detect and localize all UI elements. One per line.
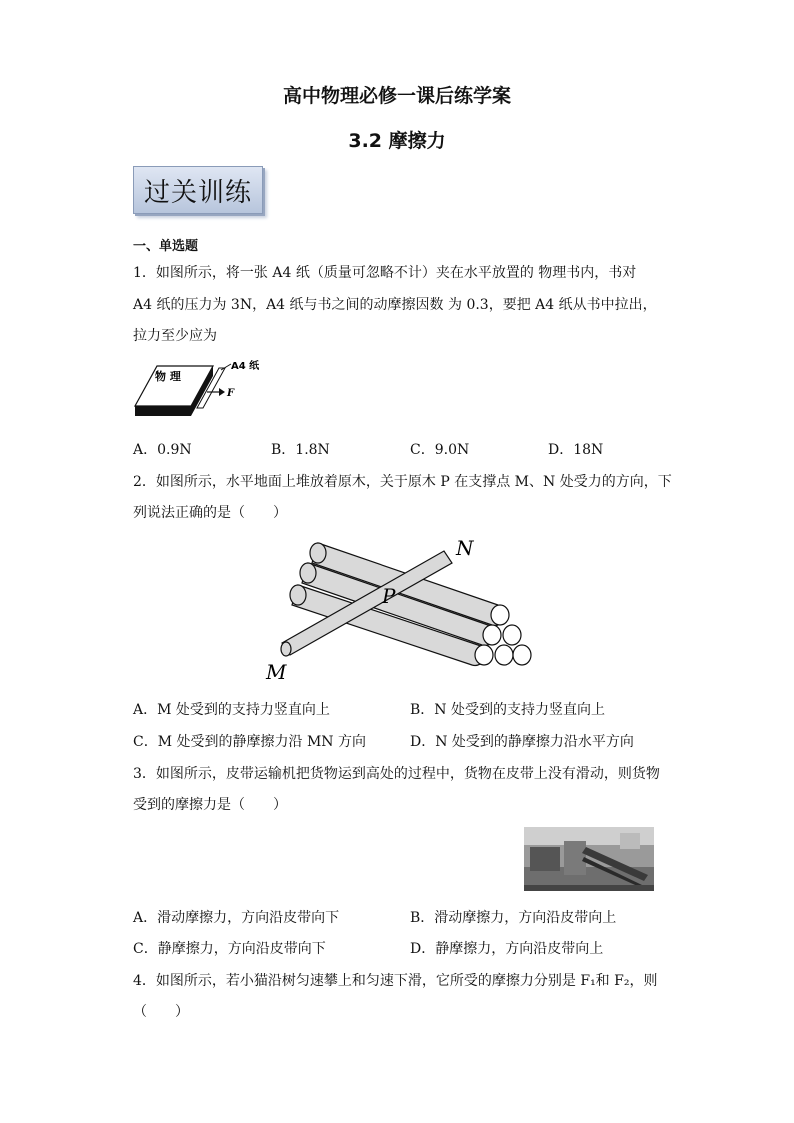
question-2-line-1: 2．如图所示，水平地面上堆放着原木，关于原木 P 在支撑点 M、N 处受力的方向，下 [133,474,672,490]
practice-banner-label: 过关训练 [143,177,252,208]
question-4-line-1: 4．如图所示，若小猫沿树匀速攀上和匀速下滑，它所受的摩擦力分别是 F₁和 F₂，则 [133,973,658,989]
section-subtitle: 3.2 摩擦力 [348,130,446,152]
question-1-option-a: A．0.9N [133,442,192,458]
question-1-option-b: B．1.8N [271,442,330,458]
point-m-label: M [266,660,287,684]
book-title-label: 物 理 [155,370,181,383]
question-1-line-3: 拉力至少应为 [133,328,217,344]
question-3-option-a: A．滑动摩擦力，方向沿皮带向下 [133,910,340,926]
question-2-option-c: C．M 处受到的静摩擦力沿 MN 方向 [133,734,366,750]
force-label: F [227,388,235,399]
question-2-option-a: A．M 处受到的支持力竖直向上 [133,702,330,718]
point-n-label: N [456,536,474,560]
question-3-option-b: B．滑动摩擦力，方向沿皮带向上 [410,910,617,926]
page-title: 高中物理必修一课后练学案 [282,85,511,107]
log-p-label: P [382,584,396,608]
a4-paper-label: A4 纸 [231,361,260,372]
question-1-option-c: C．9.0N [410,442,470,458]
question-1-option-d: D．18N [548,442,604,458]
question-2-option-d: D．N 处受到的静摩擦力沿水平方向 [410,734,634,750]
question-2-option-b: B．N 处受到的支持力竖直向上 [410,702,605,718]
question-3-option-c: C．静摩擦力，方向沿皮带向下 [133,941,326,957]
question-2-line-2: 列说法正确的是（ ） [133,505,287,521]
practice-banner [133,166,263,214]
logs-figure [260,533,540,685]
question-3-line-1: 3．如图所示，皮带运输机把货物运到高处的过程中，货物在皮带上没有滑动，则货物 [133,766,660,782]
question-1-line-1: 1．如图所示，将一张 A4 纸（质量可忽略不计）夹在水平放置的 物理书内，书对 [133,265,637,281]
conveyor-photo [524,827,654,891]
book-figure [133,356,273,424]
question-3-option-d: D．静摩擦力，方向沿皮带向上 [410,941,604,957]
section-heading: 一、单选题 [133,239,199,254]
question-4-line-2: （ ） [133,1004,189,1020]
question-3-line-2: 受到的摩擦力是（ ） [133,797,287,813]
question-1-line-2: A4 纸的压力为 3N，A4 纸与书之间的动摩擦因数 为 0.3，要把 A4 纸从书中拉出， [133,297,657,313]
